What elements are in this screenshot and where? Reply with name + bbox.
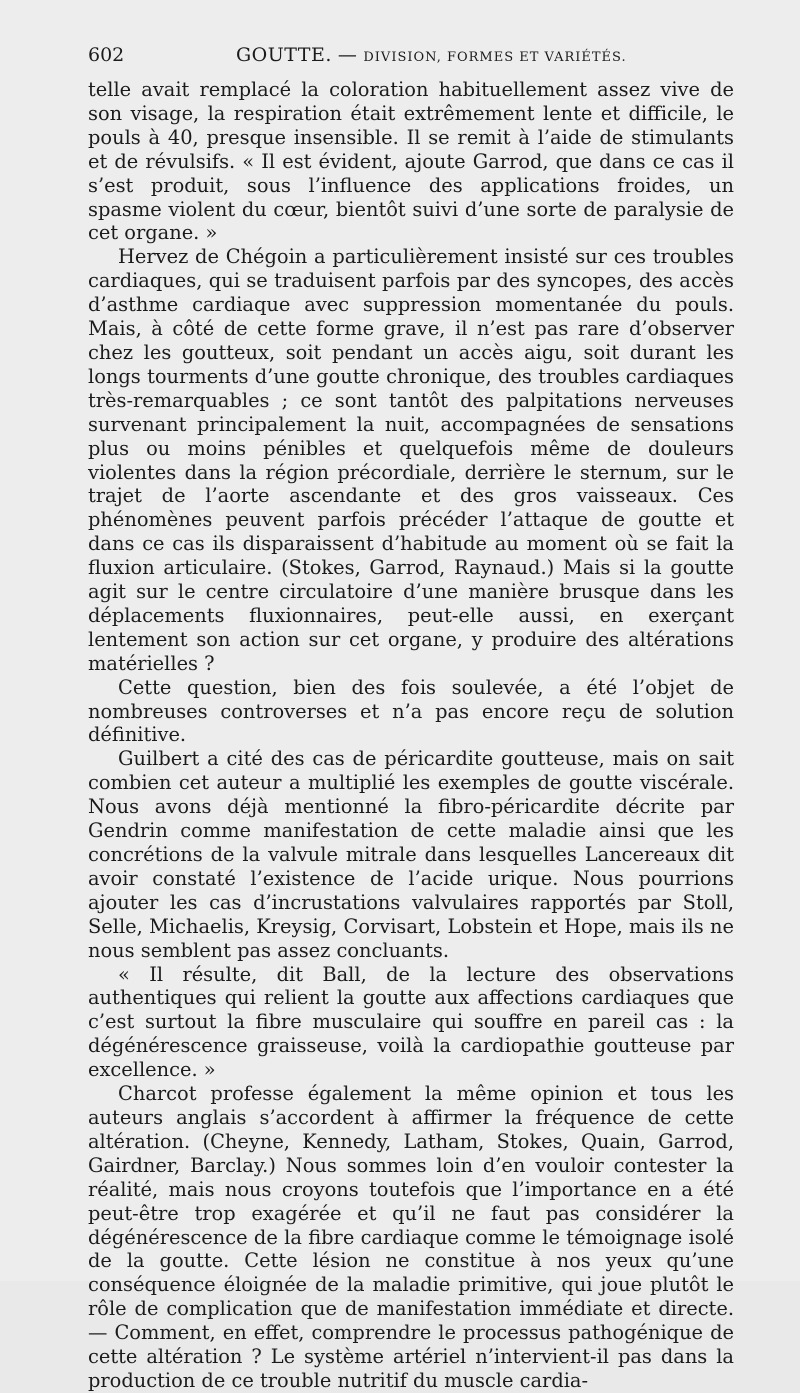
paragraph: Guilbert a cité des cas de péricardite goutteuse, mais on sait combien cet auteur a multiplié les exemples de goutte viscérale. Nous avons déjà mentionné la fibro-péricardite décrite par Gendrin comme manifestation de cette maladie ainsi que les concrétions de la valvule mitrale dans lesquelles Lancereaux dit avoir constaté l’existence de l’acide urique. Nous pourrions ajouter les cas d’incrustations valvulaires rapportés par Stoll, Selle, Michaelis, Kreysig, Corvisart, Lobstein et Hope, mais ils ne nous semblent pas assez concluants. <box>88 747 734 962</box>
running-title-separator: — <box>337 44 358 66</box>
page-number: 602 <box>88 44 125 66</box>
paragraph-quotation: « Il résulte, dit Ball, de la lecture des observations authentiques qui relient la goutte aux affections cardiaques que c’est surtout la fibre musculaire qui souffre en pareil cas : la dégénérescence graisseuse, voilà la cardiopathie goutteuse par excellence. » <box>88 962 734 1082</box>
running-title-subtitle: DIVISION, FORMES ET VARIÉTÉS. <box>363 50 627 65</box>
paragraph-continued: telle avait remplacé la coloration habituellement assez vive de son visage, la respiration était extrêmement lente et difficile, le pouls à 40, presque insensible. Il se remit à l’aide de stimulants et de révulsifs. « Il est évident, ajoute Garrod, que dans ce cas il s’est produit, sous l’influence des applications froides, un spasme violent du cœur, bientôt suivi d’une sorte de paralysie de cet organe. » <box>88 78 734 245</box>
running-title <box>236 44 627 66</box>
body-text <box>88 78 734 1393</box>
running-header <box>88 44 738 72</box>
paragraph: Hervez de Chégoin a particulièrement insisté sur ces troubles cardiaques, qui se traduisent parfois par des syncopes, des accès d’asthme cardiaque avec suppression momentanée du pouls. Mais, à côté de cette forme grave, il n’est pas rare d’observer chez les goutteux, soit pendant un accès aigu, soit durant les longs tourments d’une goutte chronique, des troubles cardiaques très-remarquables ; ce sont tantôt des palpitations nerveuses survenant principalement la nuit, accompagnées de sensations plus ou moins pénibles et quelquefois même de douleurs violentes dans la région précordiale, derrière le sternum, sur le trajet de l’aorte ascendante et des gros vaisseaux. Ces phénomènes peuvent parfois précéder l’attaque de goutte et dans ce cas ils disparaissent d’habitude au moment où se fait la fluxion articulaire. (Stokes, Garrod, Raynaud.) Mais si la goutte agit sur le centre circulatoire d’une manière brusque dans les déplacements fluxionnaires, peut-elle aussi, en exerçant lentement son action sur cet organe, y produire des altérations matérielles ? <box>88 245 734 675</box>
running-title-main: GOUTTE. <box>236 44 332 66</box>
paragraph: Cette question, bien des fois soulevée, a été l’objet de nombreuses controverses et n’a pas encore reçu de solution définitive. <box>88 675 734 747</box>
paragraph: Charcot professe également la même opinion et tous les auteurs anglais s’accordent à affirmer la fréquence de cette altération. (Cheyne, Kennedy, Latham, Stokes, Quain, Garrod, Gairdner, Barclay.) Nous sommes loin d’en vouloir contester la réalité, mais nous croyons toutefois que l’importance en a été peut-être trop exagérée et qu’il ne faut pas considérer la dégénérescence de la fibre cardiaque comme le témoignage isolé de la goutte. Cette lésion ne constitue à nos yeux qu’une conséquence éloignée de la maladie primitive, qui joue plutôt le rôle de complication que de manifestation immédiate et directe. — Comment, en effet, comprendre le processus pathogénique de cette altération ? Le système artériel n’intervient-il pas dans la production de ce trouble nutritif du muscle cardia- <box>88 1082 734 1392</box>
